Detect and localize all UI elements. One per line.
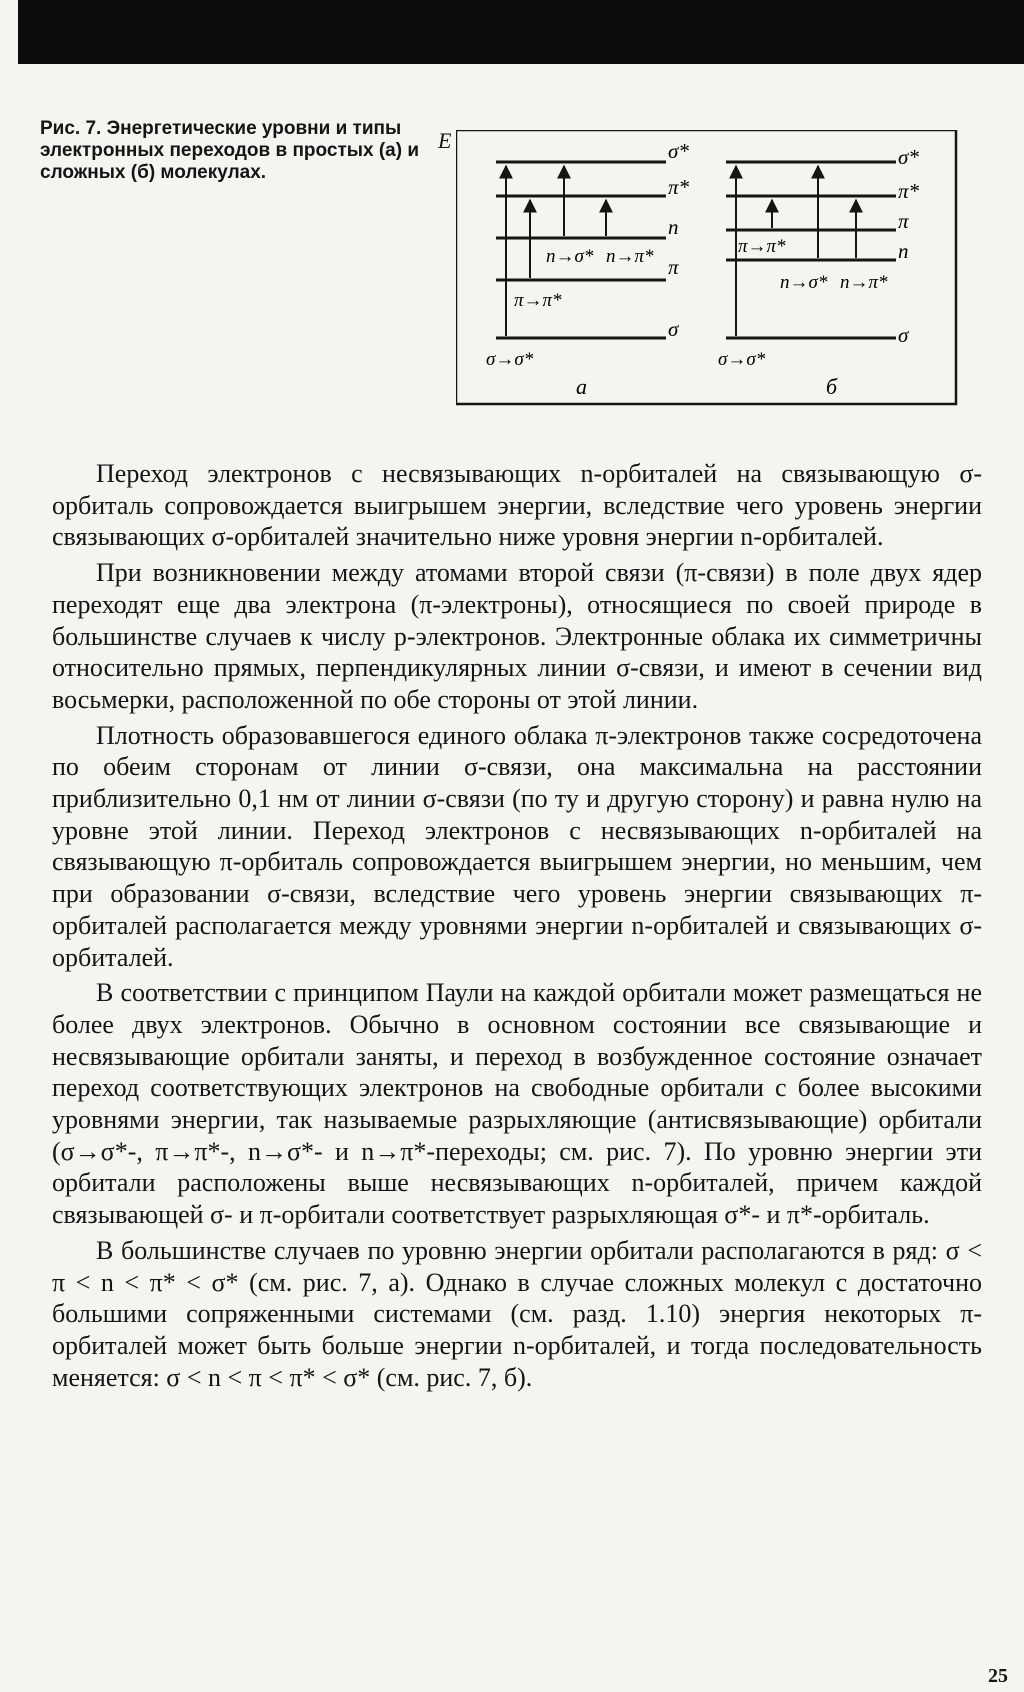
panel-b-label-n: n [898,239,909,263]
top-black-band [18,0,1024,64]
paragraph: В большинстве случаев по уровню энергии орбитали располагаются в ряд: σ < π < n < π* < σ* (см. рис. 7, а). Однако в случае сложных молекул с достаточно большими сопряженными системами (см. разд. 1.10) энергия некоторых π-орбиталей может быть больше энергии n-орбиталей, и тогда последовательность меняется: σ < n < π < π* < σ* (см. рис. 7, б). [52,1235,982,1392]
panel-b-label-sigma: σ [898,323,909,347]
panel-b-label-pi-star: π* [898,179,920,203]
panel-b [718,145,920,399]
panel-a-transition-pi-pi-star: π→π* [514,290,562,311]
paragraph: Переход электронов с несвязывающих n-орбиталей на связывающую σ-орбиталь сопровождается выигрышем энергии, вследствие чего уровень энергии связывающих σ-орбиталей значительно ниже уровня энергии n-орбиталей. [52,459,982,552]
panel-b-transition-n-sigma-star: n→σ* [780,272,828,293]
body-text [52,458,982,1397]
panel-a [486,139,690,399]
energy-level-figure [456,130,960,413]
panel-b-transition-sigma-sigma-star: σ→σ* [718,349,766,370]
panel-a-label-sigma-star: σ* [668,139,689,163]
panel-a-label-sigma: σ [668,317,679,341]
panel-b-label-pi: π [898,209,909,233]
panel-a-label-n: n [668,215,679,239]
page-number: 25 [988,1665,1008,1687]
energy-level-diagram [456,130,960,408]
energy-axis-label: E [438,128,452,153]
panel-a-label-pi: π [668,255,679,279]
panel-b-label: б [826,374,838,399]
paragraph: Плотность образовавшегося единого облака π-электронов также сосредоточена по обеим сторонам от линии σ-связи, она максимальна на расстоянии приблизительно 0,1 нм от линии σ-связи (по ту и другую сторону) и равна нулю на уровне этой линии. Переход электронов с несвязывающих n-орбиталей на связывающую π-орбиталь сопровождается выигрышем энергии, но меньшим, чем при образовании σ-связи, вследствие чего уровень энергии связывающих π-орбиталей располагается между уровнями энергии n-орбиталей и связывающих σ-орбиталей. [52,720,982,972]
panel-b-transition-n-pi-star: n→π* [840,272,888,293]
paragraph: В соответствии с принципом Паули на каждой орбитали может размещаться не более двух электронов. Обычно в основном состоянии все связывающие и несвязывающие орбитали заняты, и переход в возбужденное состояние означает переход соответствующих электронов на свободные орбитали с более высокими уровнями энергии, так называемые разрыхляющие (антисвязывающие) орбитали (σ→σ*-, π→π*-, n→σ*- и n→π*-переходы; см. рис. 7). По уровню энергии эти орбитали расположены выше несвязывающих n-орбиталей, причем каждой связывающей σ- и π-орбитали соответствует разрыхляющая σ*- и π*-орбиталь. [52,978,982,1230]
panel-b-transition-pi-pi-star: π→π* [738,236,786,257]
panel-a-label: а [576,374,587,399]
panel-a-transition-n-sigma-star: n→σ* [546,246,594,267]
panel-a-transition-n-pi-star: n→π* [606,246,654,267]
panel-a-label-pi-star: π* [668,175,690,199]
panel-b-label-sigma-star: σ* [898,145,919,169]
paragraph: При возникновении между атомами второй связи (π-связи) в поле двух ядер переходят еще два электрона (π-электроны), относящиеся по своей природе в большинстве случаев к числу p-электронов. Электронные облака их симметричны относительно прямых, перпендикулярных линии σ-связи, и имеют в сечении вид восьмерки, расположенной по обе стороны от этой линии. [52,558,982,714]
figure-caption: Рис. 7. Энергетические уровни и типы электронных переходов в простых (а) и сложных (б) молекулах. [40,118,420,183]
panel-a-transition-sigma-sigma-star: σ→σ* [486,349,534,370]
